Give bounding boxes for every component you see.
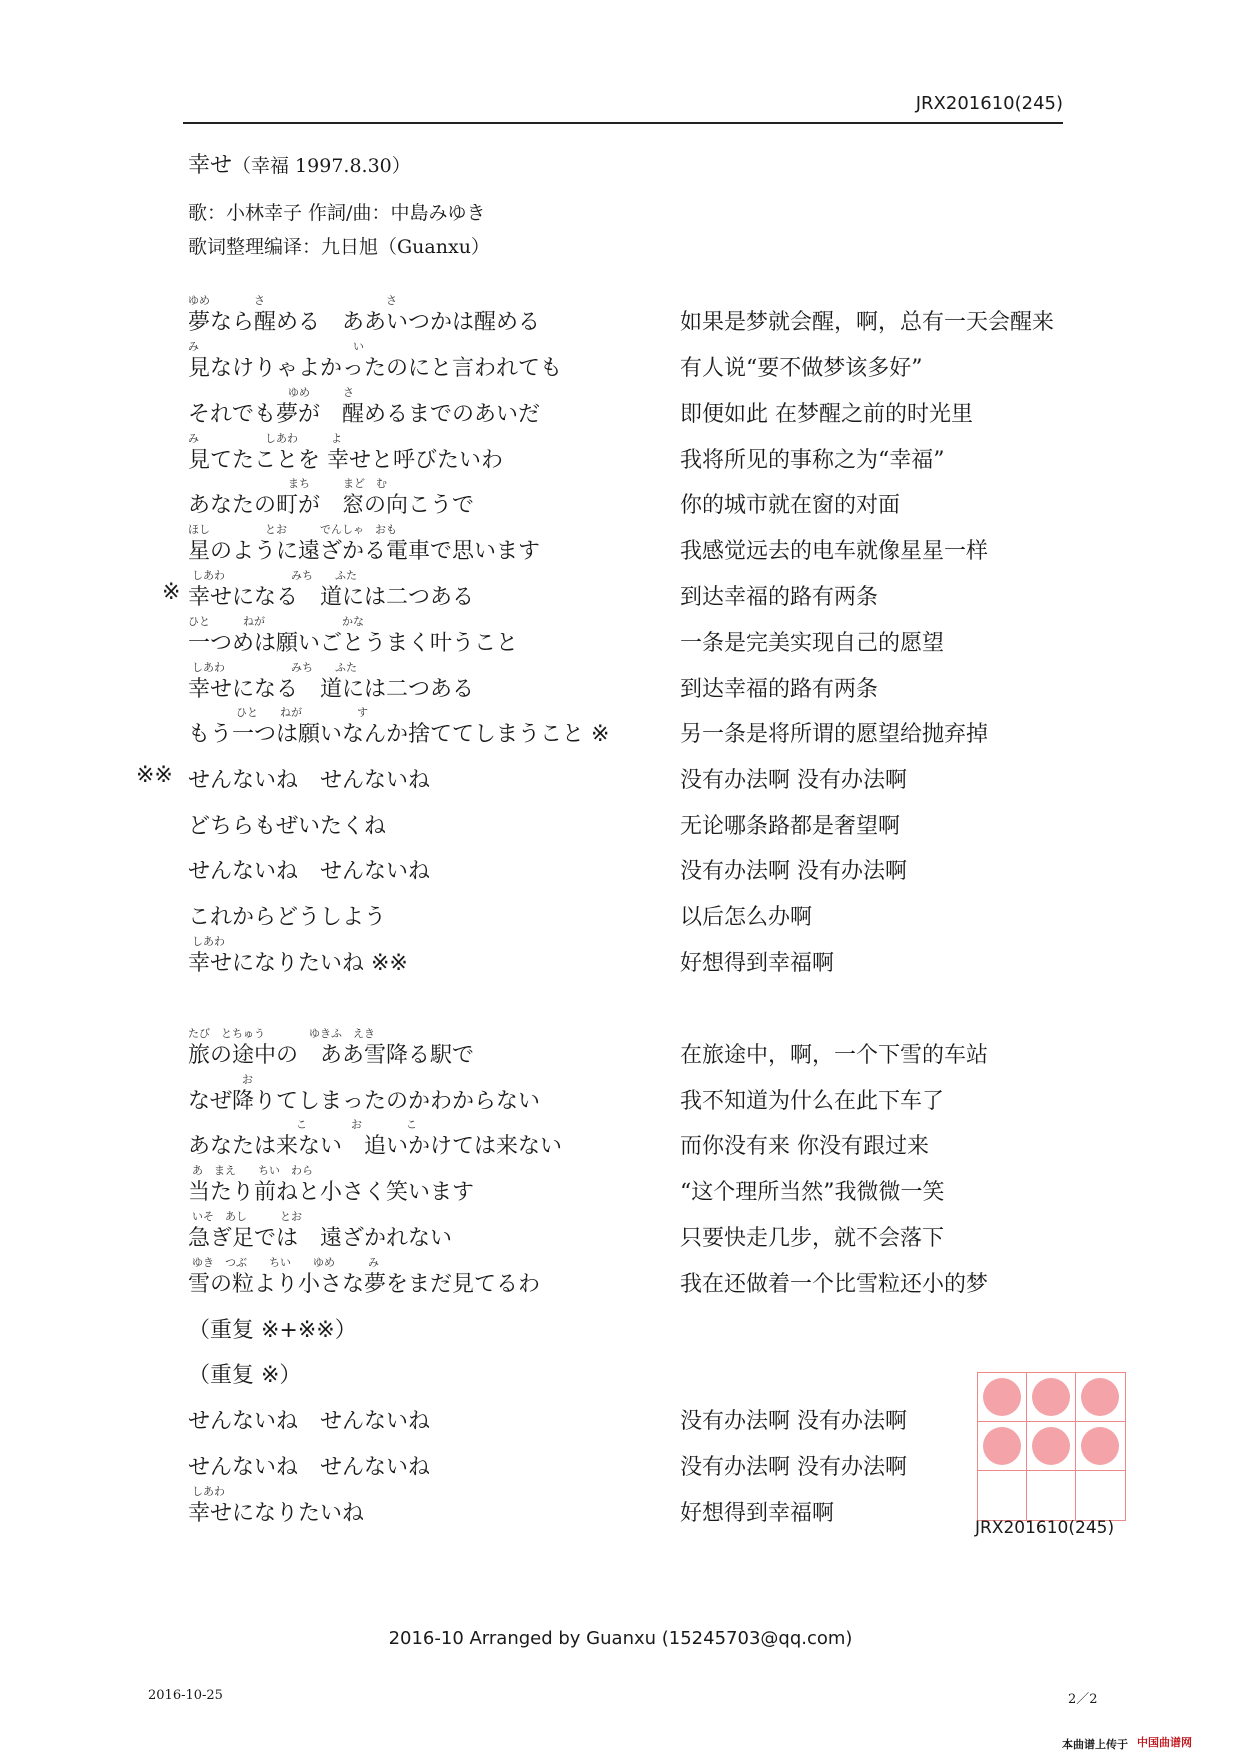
stamp-dot — [1032, 1378, 1070, 1416]
lyric-zh: “这个理所当然”我微微一笑 — [680, 1180, 945, 1205]
lyric-zh: 一条是完美实现自己的愿望 — [680, 631, 945, 656]
lyric-zh: 只要快走几步，就不会落下 — [680, 1226, 945, 1251]
stamp-dot — [983, 1378, 1021, 1416]
ruby-line: お — [242, 1073, 253, 1086]
lyric-jp: せんないね せんないね — [188, 1409, 431, 1434]
lyric-zh: 即便如此 在梦醒之前的时光里 — [680, 402, 973, 427]
lyric-zh: 另一条是将所谓的愿望给抛弃掉 — [680, 722, 989, 747]
stamp-grid-line — [978, 1421, 1125, 1422]
lyric-jp: それでも夢が 醒めるまでのあいだ — [188, 402, 541, 427]
lyric-zh: 我在还做着一个比雪粒还小的梦 — [680, 1272, 989, 1297]
stamp-char: 日 — [1043, 1498, 1060, 1518]
stamp-dot — [1032, 1427, 1070, 1465]
stamp-char: 九 — [994, 1498, 1011, 1518]
ruby-line: しあわ みち ふた — [192, 569, 357, 582]
lyric-jp: どちらもぜいたくね — [188, 814, 387, 839]
lyric-jp: これからどうしよう — [188, 905, 387, 930]
credit-arranger: 歌词整理编译：九日旭（Guanxu） — [188, 236, 490, 258]
seal-stamp — [977, 1372, 1126, 1521]
lyric-zh: 没有办法啊 没有办法啊 — [680, 1455, 907, 1480]
lyric-jp: 幸せになる 道には二つある — [188, 677, 475, 702]
stamp-text — [978, 1493, 1125, 1518]
site-logo: 中国曲谱网 — [1137, 1736, 1192, 1749]
lyric-jp: せんないね せんないね — [188, 768, 431, 793]
ruby-line: いそ あし とお — [192, 1210, 302, 1223]
lyric-zh: 无论哪条路都是奢望啊 — [680, 814, 901, 839]
lyric-jp: せんないね せんないね — [188, 859, 431, 884]
ruby-line: み しあわ よ — [188, 432, 342, 445]
song-title — [188, 148, 411, 179]
lyric-jp: せんないね せんないね — [188, 1455, 431, 1480]
lyric-jp: 旅の途中の ああ雪降る駅で — [188, 1043, 475, 1068]
footer-credit: 2016-10 Arranged by Guanxu (15245703@qq.com) — [388, 1628, 853, 1649]
document-code: JRX201610(245) — [915, 93, 1063, 114]
lyric-jp: なぜ降りてしまったのかわからない — [188, 1089, 541, 1114]
page-number: 2／2 — [1068, 1692, 1098, 1707]
lyric-jp: あなたの町が 窓の向こうで — [188, 493, 475, 518]
lyric-jp: あなたは来ない 追いかけては来ない — [188, 1134, 563, 1159]
ruby-line: まち まど む — [288, 477, 387, 490]
stamp-code: JRX201610(245) — [975, 1518, 1115, 1538]
lyric-zh: 而你没有来 你没有跟过来 — [680, 1134, 929, 1159]
lyric-jp: 当たり前ねと小さく笑います — [188, 1180, 475, 1205]
ruby-line: あ まえ ちい わら — [192, 1164, 313, 1177]
lyric-zh: 我不知道为什么在此下车了 — [680, 1089, 945, 1114]
credit-singer-composer: 歌：小林幸子 作詞/曲：中島みゆき — [188, 202, 486, 224]
ruby-line: しあわ — [192, 1485, 225, 1498]
lyric-zh: 如果是梦就会醒，啊，总有一天会醒来 — [680, 310, 1055, 335]
lyric-zh: 没有办法啊 没有办法啊 — [680, 859, 907, 884]
header-rule — [183, 122, 1063, 124]
lyric-jp: 夢なら醒める ああいつかは醒める — [188, 310, 541, 335]
lyric-jp: もう一つは願いなんか捨ててしまうこと ※ — [188, 722, 610, 747]
stamp-char: 旭 — [1092, 1498, 1109, 1518]
ruby-line: ゆめ さ — [288, 386, 354, 399]
ruby-line: たび とちゅう ゆきふ えき — [188, 1027, 375, 1040]
lyric-jp: 幸せになりたいね — [188, 1501, 365, 1526]
lyric-zh: 好想得到幸福啊 — [680, 1501, 835, 1526]
ruby-line: ひと ねが す — [236, 706, 368, 719]
lyric-zh: 你的城市就在窗的对面 — [680, 493, 901, 518]
lyric-zh: 没有办法啊 没有办法啊 — [680, 768, 907, 793]
lyric-jp: 見てたことを 幸せと呼びたいわ — [188, 448, 503, 473]
ruby-line: ひと ねが かな — [188, 615, 364, 628]
lyric-jp: 星のように遠ざかる電車で思います — [188, 539, 541, 564]
lyric-zh: 好想得到幸福啊 — [680, 951, 835, 976]
repeat-note: （重复 ※） — [188, 1363, 302, 1388]
ruby-line: しあわ — [192, 935, 225, 948]
song-title-sub: （幸福 1997.8.30） — [232, 155, 411, 177]
lyric-zh: 没有办法啊 没有办法啊 — [680, 1409, 907, 1434]
stamp-dot — [983, 1427, 1021, 1465]
lyric-zh: 我感觉远去的电车就像星星一样 — [680, 539, 989, 564]
footer-date: 2016-10-25 — [148, 1688, 223, 1703]
lyric-zh: 到达幸福的路有两条 — [680, 677, 879, 702]
repeat-marker-single: ※ — [162, 580, 181, 605]
lyric-jp: 雪の粒より小さな夢をまだ見てるわ — [188, 1272, 541, 1297]
stamp-dot — [1081, 1427, 1119, 1465]
ruby-line: ほし とお でんしゃ おも — [188, 523, 397, 536]
stamp-dot — [1081, 1378, 1119, 1416]
ruby-line: しあわ みち ふた — [192, 661, 357, 674]
ruby-line: こ お こ — [296, 1118, 417, 1131]
lyric-zh: 在旅途中，啊，一个下雪的车站 — [680, 1043, 989, 1068]
ruby-line: ゆめ さ さ — [188, 294, 397, 307]
stamp-grid-line — [978, 1470, 1125, 1471]
lyric-zh: 我将所见的事称之为“幸福” — [680, 448, 945, 473]
repeat-note: （重复 ※+※※） — [188, 1318, 357, 1343]
lyric-zh: 有人说“要不做梦该多好” — [680, 356, 923, 381]
song-title-main: 幸せ — [188, 153, 233, 178]
lyric-jp: 幸せになりたいね ※※ — [188, 951, 408, 976]
upload-note: 本曲谱上传于 — [1062, 1738, 1128, 1751]
lyric-zh: 以后怎么办啊 — [680, 905, 813, 930]
lyric-jp: 一つめは願いごとうまく叶うこと — [188, 631, 519, 656]
repeat-marker-double: ※※ — [136, 763, 173, 788]
lyric-jp: 幸せになる 道には二つある — [188, 585, 475, 610]
ruby-line: ゆき つぶ ちい ゆめ み — [192, 1256, 379, 1269]
lyric-jp: 見なけりゃよかったのにと言われても — [188, 356, 563, 381]
lyric-jp: 急ぎ足では 遠ざかれない — [188, 1226, 453, 1251]
lyric-zh: 到达幸福的路有两条 — [680, 585, 879, 610]
ruby-line: み い — [188, 340, 364, 353]
